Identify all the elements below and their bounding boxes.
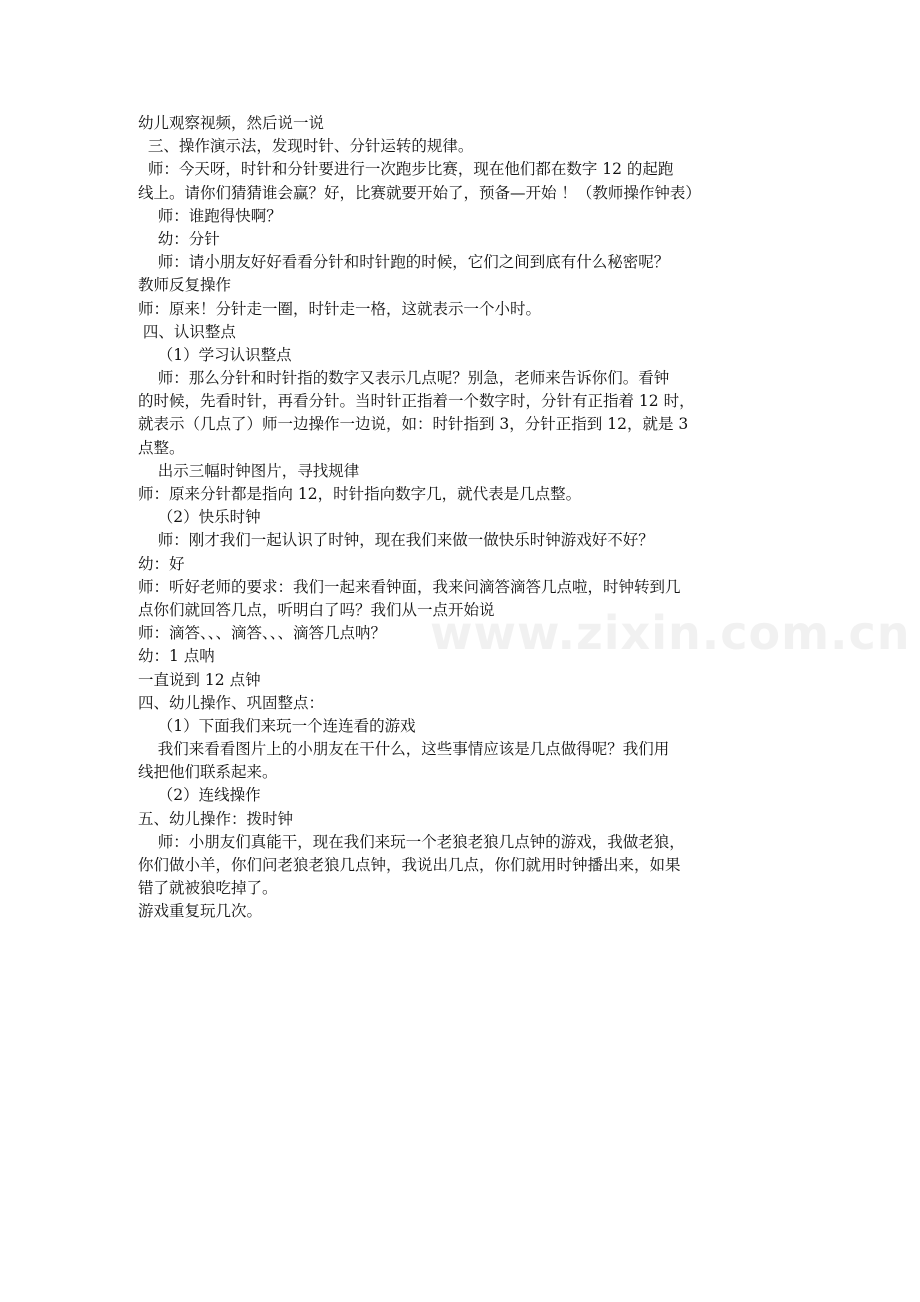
text-line: 的时候，先看时针，再看分针。当时针正指着一个数字时，分针有正指着 12 时， [138,392,695,411]
document-body [138,112,788,924]
text-line: 一直说到 12 点钟 [138,670,261,689]
text-line: （2）快乐时钟 [138,508,261,527]
text-line: 点整。 [138,438,185,457]
text-line: 四、认识整点 [138,322,236,341]
text-line: 教师反复操作 [138,276,232,295]
text-line: 师：今天呀，时针和分针要进行一次跑步比赛，现在他们都在数字 12 的起跑 [138,160,674,179]
text-line: 游戏重复玩几次。 [138,902,263,921]
text-line: 幼：好 [138,554,185,573]
text-line: 师：原来！分针走一圈，时针走一格，这就表示一个小时。 [138,299,542,318]
text-line: 师：谁跑得快啊？ [138,206,282,225]
text-line: （2）连线操作 [138,786,261,805]
text-line: 师：听好老师的要求：我们一起来看钟面，我来问滴答滴答几点啦，时钟转到几 [138,577,681,596]
watermark: www.zixin.com.cn [430,606,911,660]
text-line: 三、操作演示法，发现时针、分针运转的规律。 [138,137,474,156]
text-line: （1）下面我们来玩一个连连看的游戏 [138,716,416,735]
text-line: 幼：1 点呐 [138,647,215,666]
text-line: 线上。请你们猜猜谁会赢？好，比赛就要开始了，预备—开始 ！（教师操作钟表） [138,183,701,202]
text-line: 线把他们联系起来。 [138,763,278,782]
text-line: 师：那么分针和时针指的数字又表示几点呢？别急，老师来告诉你们。看钟 [138,369,670,388]
text-line: 出示三幅时钟图片，寻找规律 [138,461,360,480]
text-line: 幼：分针 [138,229,220,248]
text-line: 五、幼儿操作：拨时钟 [138,809,294,828]
text-line: 你们做小羊，你们问老狼老狼几点钟，我说出几点，你们就用时钟播出来，如果 [138,856,681,874]
text-line: 错了就被狼吃掉了。 [138,879,278,898]
text-line: 点你们就回答几点，听明白了吗？我们从一点开始说 [138,600,495,619]
text-line: 四、幼儿操作、巩固整点： [138,693,325,712]
text-line: 师：请小朋友好好看看分针和时针跑的时候，它们之间到底有什么秘密呢？ [138,253,670,272]
text-line: 师：滴答、、、滴答、、、滴答几点呐？ [138,624,387,643]
text-line: 师：小朋友们真能干，现在我们来玩一个老狼老狼几点钟的游戏，我做老狼， [138,832,685,851]
text-line: 师：原来分针都是指向 12，时针指向数字几，就代表是几点整。 [138,485,582,503]
text-line: （1）学习认识整点 [138,345,292,364]
text-line: 我们来看看图片上的小朋友在干什么，这些事情应该是几点做得呢？我们用 [138,740,670,759]
text-line: 师：刚才我们一起认识了时钟，现在我们来做一做快乐时钟游戏好不好？ [138,531,654,550]
text-line: 就表示（几点了）师一边操作一边说，如：时针指到 3，分针正指到 12，就是 3 [138,415,689,434]
text-line: 幼儿观察视频，然后说一说 [138,114,325,132]
